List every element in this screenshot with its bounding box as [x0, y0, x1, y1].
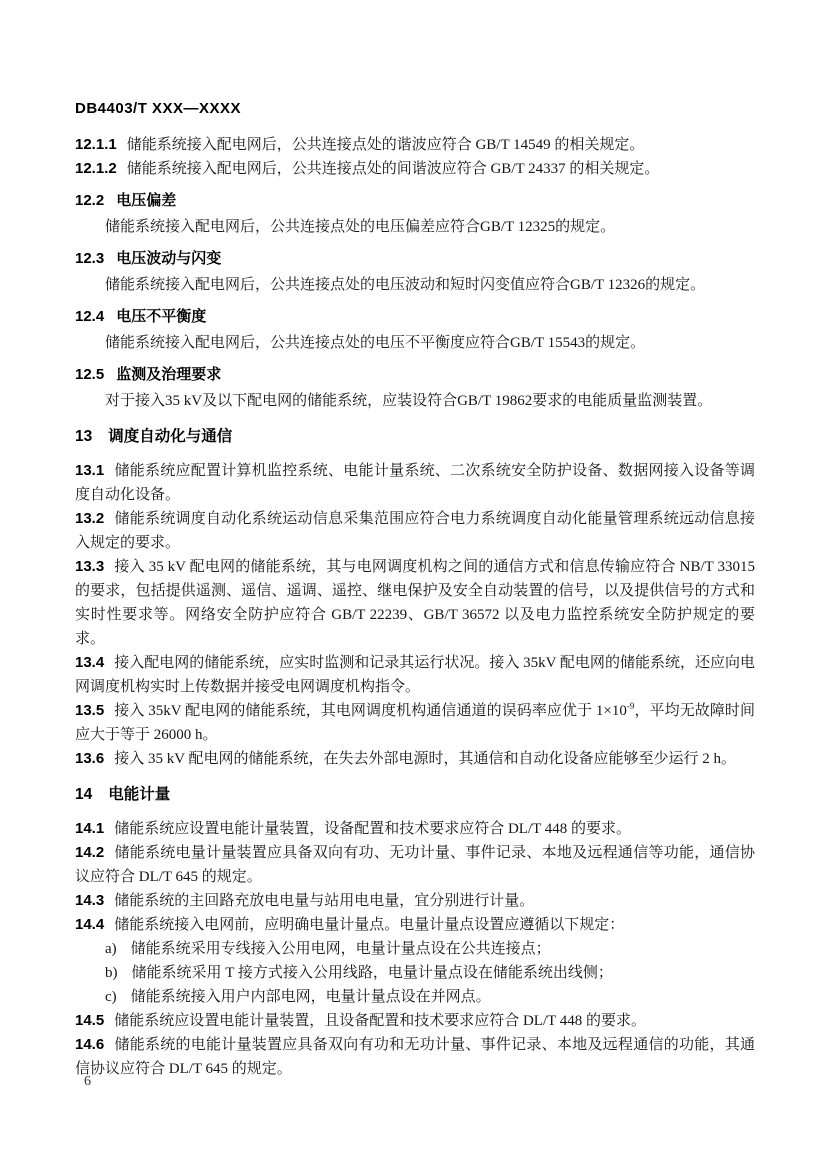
clause-text-continued: ，平均无故障时间应大于等于 26000 h。	[75, 703, 755, 743]
clause-number: 14.6	[75, 1036, 105, 1053]
heading-12-4	[75, 305, 755, 329]
clause-text: 接入配电网的储能系统，应实时监测和记录其运行状况。接入 35kV 配电网的储能系统，还应向电网调度机构实时上传数据并接受电网调度机构指令。	[75, 655, 755, 695]
clause-number: 13.2	[75, 510, 105, 527]
heading-number: 12.4	[75, 308, 105, 325]
chapter-title: 电能计量	[108, 786, 171, 803]
clause-14-6	[75, 1033, 755, 1081]
list-label: a)	[105, 941, 117, 957]
clause-14-1	[75, 817, 755, 841]
clause-text: 接入 35 kV 配电网的储能系统，其与电网调度机构之间的通信方式和信息传输应符合 NB/T 33015 的要求，包括提供遥测、遥信、遥调、遥控、继电保护及安全自动装置的信号，以及提供信号的方式和实时性要求等。网络安全防护应符合 GB/T 22239、GB/T 36572 以及电力监控系统安全防护规定的要求。	[75, 559, 755, 647]
list-label: b)	[105, 965, 118, 981]
clause-number: 14.3	[75, 892, 105, 909]
heading-text: 电压偏差	[116, 192, 177, 209]
clause-number: 13.3	[75, 558, 105, 575]
page-number: 6	[84, 1074, 91, 1089]
clause-number: 12.1.2	[75, 160, 117, 177]
chapter-14-heading	[75, 783, 755, 807]
exponent: -9	[626, 701, 635, 711]
heading-number: 12.5	[75, 366, 105, 383]
heading-text: 监测及治理要求	[116, 366, 222, 383]
clause-number: 14.1	[75, 820, 105, 837]
clause-number: 13.6	[75, 750, 105, 767]
clause-text: 储能系统应设置电能计量装置，且设备配置和技术要求应符合 DL/T 448 的要求。	[114, 1013, 647, 1029]
para-12-3: 储能系统接入配电网后，公共连接点处的电压波动和短时闪变值应符合GB/T 12326的规定。	[105, 277, 706, 293]
heading-12-3	[75, 247, 755, 271]
heading-12-5	[75, 363, 755, 387]
clause-14-2	[75, 841, 755, 889]
clause-text: 储能系统应配置计算机监控系统、电能计量系统、二次系统安全防护设备、数据网接入设备等调度自动化设备。	[75, 463, 755, 503]
list-item-a	[75, 937, 755, 961]
clause-number: 14.4	[75, 916, 105, 933]
clause-number: 13.4	[75, 654, 105, 671]
heading-12-2	[75, 189, 755, 213]
clause-text: 储能系统应设置电能计量装置，设备配置和技术要求应符合 DL/T 448 的要求。	[114, 821, 632, 837]
clause-13-4	[75, 651, 755, 699]
clause-13-5	[75, 699, 755, 747]
clause-text: 储能系统调度自动化系统运动信息采集范围应符合电力系统调度自动化能量管理系统远动信息接入规定的要求。	[75, 511, 755, 551]
heading-text: 电压不平衡度	[116, 308, 207, 325]
clause-13-6	[75, 747, 755, 771]
heading-number: 12.3	[75, 250, 105, 267]
list-text: 储能系统接入用户内部电网，电量计量点设在并网点。	[130, 989, 491, 1005]
clause-text: 接入 35 kV 配电网的储能系统，在失去外部电源时，其通信和自动化设备应能够至少运行 2 h。	[114, 751, 737, 767]
clause-text: 储能系统接入配电网后，公共连接点处的谐波应符合 GB/T 14549 的相关规定。	[126, 137, 645, 153]
doc-header: DB4403/T XXX—XXXX	[75, 100, 242, 117]
heading-text: 电压波动与闪变	[116, 250, 222, 267]
clause-number: 13.1	[75, 462, 105, 479]
clause-text: 储能系统的主回路充放电电量与站用电电量，宜分别进行计量。	[114, 893, 535, 909]
list-item-c	[75, 985, 755, 1009]
clause-12-1-1	[75, 133, 755, 157]
clause-text: 储能系统接入电网前，应明确电量计量点。电量计量点设置应遵循以下规定：	[114, 917, 625, 933]
para-12-4: 储能系统接入配电网后，公共连接点处的电压不平衡度应符合GB/T 15543的规定。	[105, 335, 646, 351]
clause-number: 12.1.1	[75, 136, 117, 153]
clause-14-4	[75, 913, 755, 937]
chapter-title: 调度自动化与通信	[108, 428, 233, 445]
heading-number: 12.2	[75, 192, 105, 209]
clause-text: 储能系统的电能计量装置应具备双向有功和无功计量、事件记录、本地及远程通信的功能，其通信协议应符合 DL/T 645 的规定。	[75, 1037, 755, 1077]
clause-text: 接入 35kV 配电网的储能系统，其电网调度机构通信通道的误码率应优于 1×10	[114, 703, 627, 719]
clause-12-1-2	[75, 157, 755, 181]
clause-number: 13.5	[75, 702, 105, 719]
list-text: 储能系统采用专线接入公用电网，电量计量点设在公共连接点；	[130, 941, 551, 957]
chapter-13-heading	[75, 425, 755, 449]
clause-number: 14.2	[75, 844, 105, 861]
clause-text: 储能系统接入配电网后，公共连接点处的间谐波应符合 GB/T 24337 的相关规定。	[126, 161, 660, 177]
clause-text: 储能系统电量计量装置应具备双向有功、无功计量、事件记录、本地及远程通信等功能，通信协议应符合 DL/T 645 的规定。	[75, 845, 755, 885]
list-label: c)	[105, 989, 117, 1005]
chapter-number: 13	[75, 428, 93, 445]
clause-number: 14.5	[75, 1012, 105, 1029]
list-text: 储能系统采用 T 接方式接入公用线路，电量计量点设在储能系统出线侧；	[131, 965, 613, 981]
chapter-number: 14	[75, 786, 93, 803]
clause-13-2	[75, 507, 755, 555]
clause-14-5	[75, 1009, 755, 1033]
list-item-b	[75, 961, 755, 985]
clause-13-3	[75, 555, 755, 651]
clause-14-3	[75, 889, 755, 913]
clause-13-1	[75, 459, 755, 507]
para-12-5: 对于接入35 kV及以下配电网的储能系统，应装设符合GB/T 19862要求的电能质量监测装置。	[105, 393, 713, 409]
document-content	[75, 97, 755, 1081]
para-12-2: 储能系统接入配电网后，公共连接点处的电压偏差应符合GB/T 12325的规定。	[105, 219, 616, 235]
